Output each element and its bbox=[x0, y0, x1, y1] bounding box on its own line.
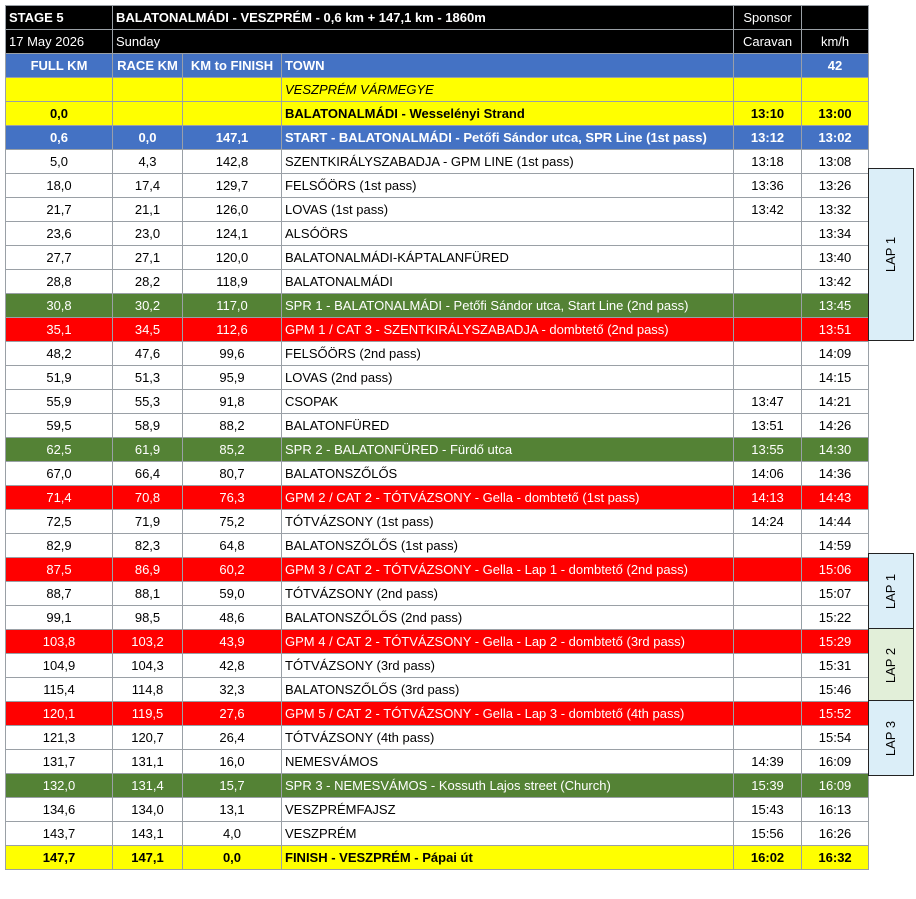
race-km-cell: 21,1 bbox=[113, 198, 183, 222]
caravan-time-cell: 13:42 bbox=[734, 198, 802, 222]
town-cell: ALSÓÖRS bbox=[282, 222, 734, 246]
itinerary-row bbox=[6, 150, 869, 174]
caravan-time-cell bbox=[734, 294, 802, 318]
lap-marker-label: LAP 3 bbox=[883, 720, 899, 756]
race-km-cell: 71,9 bbox=[113, 510, 183, 534]
itinerary-row bbox=[6, 414, 869, 438]
town-cell: SPR 3 - NEMESVÁMOS - Kossuth Lajos street (Church) bbox=[282, 774, 734, 798]
itinerary-row bbox=[6, 342, 869, 366]
itinerary-row bbox=[6, 678, 869, 702]
km-to-finish-cell: 88,2 bbox=[183, 414, 282, 438]
caravan-time-cell: 13:12 bbox=[734, 126, 802, 150]
lap-marker-label: LAP 1 bbox=[883, 573, 899, 610]
race-time-cell: 14:15 bbox=[802, 366, 869, 390]
full-km-cell: 51,9 bbox=[6, 366, 113, 390]
km-to-finish-cell: 64,8 bbox=[183, 534, 282, 558]
race-km-cell: 131,4 bbox=[113, 774, 183, 798]
itinerary-row bbox=[6, 534, 869, 558]
town-cell: START - BALATONALMÁDI - Petőfi Sándor utca, SPR Line (1st pass) bbox=[282, 126, 734, 150]
race-km-cell: 34,5 bbox=[113, 318, 183, 342]
km-to-finish-cell: 59,0 bbox=[183, 582, 282, 606]
town-cell: BALATONALMÁDI-KÁPTALANFÜRED bbox=[282, 246, 734, 270]
town-cell: BALATONSZŐLŐS (2nd pass) bbox=[282, 606, 734, 630]
km-to-finish-cell: 26,4 bbox=[183, 726, 282, 750]
race-km-cell: 119,5 bbox=[113, 702, 183, 726]
caravan-time-cell bbox=[734, 246, 802, 270]
full-km-cell: 27,7 bbox=[6, 246, 113, 270]
itinerary-body bbox=[6, 6, 869, 870]
caravan-time-cell: 15:39 bbox=[734, 774, 802, 798]
caravan-time-cell bbox=[734, 654, 802, 678]
caravan-time-cell: 13:36 bbox=[734, 174, 802, 198]
race-km-cell: 4,3 bbox=[113, 150, 183, 174]
race-time-cell: 13:08 bbox=[802, 150, 869, 174]
race-time-cell: 14:30 bbox=[802, 438, 869, 462]
itinerary-row bbox=[6, 222, 869, 246]
town-cell: NEMESVÁMOS bbox=[282, 750, 734, 774]
race-time-cell: 16:32 bbox=[802, 846, 869, 870]
itinerary-row bbox=[6, 126, 869, 150]
town-cell: CSOPAK bbox=[282, 390, 734, 414]
caravan-time-cell bbox=[734, 678, 802, 702]
race-km-cell: 104,3 bbox=[113, 654, 183, 678]
itinerary-table bbox=[5, 5, 869, 870]
itinerary-row bbox=[6, 606, 869, 630]
town-cell: FELSŐÖRS (2nd pass) bbox=[282, 342, 734, 366]
town-cell: TÓTVÁZSONY (4th pass) bbox=[282, 726, 734, 750]
town-cell: BALATONALMÁDI bbox=[282, 270, 734, 294]
full-km-cell: 59,5 bbox=[6, 414, 113, 438]
race-time-cell: 15:07 bbox=[802, 582, 869, 606]
col-town: TOWN bbox=[282, 54, 734, 78]
col-speed: 42 bbox=[802, 54, 869, 78]
km-to-finish-cell: 32,3 bbox=[183, 678, 282, 702]
full-km-cell: 55,9 bbox=[6, 390, 113, 414]
race-time-cell: 16:13 bbox=[802, 798, 869, 822]
full-km-cell: 132,0 bbox=[6, 774, 113, 798]
km-to-finish-cell: 142,8 bbox=[183, 150, 282, 174]
race-km-cell: 17,4 bbox=[113, 174, 183, 198]
town-cell: BALATONSZŐLŐS (3rd pass) bbox=[282, 678, 734, 702]
race-km-cell: 58,9 bbox=[113, 414, 183, 438]
race-time-cell: 13:32 bbox=[802, 198, 869, 222]
town-cell: BALATONSZŐLŐS bbox=[282, 462, 734, 486]
full-km-cell bbox=[6, 78, 113, 102]
stage-label: STAGE 5 bbox=[6, 6, 113, 30]
race-km-cell: 98,5 bbox=[113, 606, 183, 630]
full-km-cell: 0,6 bbox=[6, 126, 113, 150]
km-to-finish-cell: 48,6 bbox=[183, 606, 282, 630]
race-time-cell: 14:36 bbox=[802, 462, 869, 486]
race-km-cell: 82,3 bbox=[113, 534, 183, 558]
race-time-cell: 14:09 bbox=[802, 342, 869, 366]
sponsor-label: Sponsor bbox=[734, 6, 802, 30]
km-to-finish-cell: 75,2 bbox=[183, 510, 282, 534]
town-cell: LOVAS (2nd pass) bbox=[282, 366, 734, 390]
km-to-finish-cell: 120,0 bbox=[183, 246, 282, 270]
town-cell: GPM 5 / CAT 2 - TÓTVÁZSONY - Gella - Lap 3 - dombtető (4th pass) bbox=[282, 702, 734, 726]
itinerary-row bbox=[6, 102, 869, 126]
race-km-cell: 70,8 bbox=[113, 486, 183, 510]
itinerary-row bbox=[6, 174, 869, 198]
race-time-cell: 15:31 bbox=[802, 654, 869, 678]
km-to-finish-cell: 129,7 bbox=[183, 174, 282, 198]
race-km-cell bbox=[113, 78, 183, 102]
town-cell: GPM 2 / CAT 2 - TÓTVÁZSONY - Gella - dombtető (1st pass) bbox=[282, 486, 734, 510]
caravan-time-cell bbox=[734, 366, 802, 390]
caravan-time-cell: 14:24 bbox=[734, 510, 802, 534]
kmh-label: km/h bbox=[802, 30, 869, 54]
race-time-cell: 13:26 bbox=[802, 174, 869, 198]
itinerary-row bbox=[6, 702, 869, 726]
town-cell: VESZPRÉM bbox=[282, 822, 734, 846]
col-full-km: FULL KM bbox=[6, 54, 113, 78]
itinerary-row bbox=[6, 366, 869, 390]
race-time-cell: 13:40 bbox=[802, 246, 869, 270]
km-to-finish-cell: 85,2 bbox=[183, 438, 282, 462]
full-km-cell: 67,0 bbox=[6, 462, 113, 486]
town-cell: GPM 1 / CAT 3 - SZENTKIRÁLYSZABADJA - dombtető (2nd pass) bbox=[282, 318, 734, 342]
itinerary-row bbox=[6, 246, 869, 270]
race-time-cell: 15:06 bbox=[802, 558, 869, 582]
itinerary-row bbox=[6, 750, 869, 774]
km-to-finish-cell: 42,8 bbox=[183, 654, 282, 678]
lap-marker-label: LAP 2 bbox=[883, 647, 899, 683]
km-to-finish-cell: 124,1 bbox=[183, 222, 282, 246]
race-km-cell: 30,2 bbox=[113, 294, 183, 318]
lap-marker-label: LAP 1 bbox=[883, 236, 899, 273]
full-km-cell: 62,5 bbox=[6, 438, 113, 462]
race-time-cell: 14:59 bbox=[802, 534, 869, 558]
itinerary-row bbox=[6, 654, 869, 678]
race-time-cell: 13:42 bbox=[802, 270, 869, 294]
full-km-cell: 120,1 bbox=[6, 702, 113, 726]
town-cell: SPR 1 - BALATONALMÁDI - Petőfi Sándor utca, Start Line (2nd pass) bbox=[282, 294, 734, 318]
itinerary-row bbox=[6, 774, 869, 798]
km-to-finish-cell: 43,9 bbox=[183, 630, 282, 654]
km-to-finish-cell: 15,7 bbox=[183, 774, 282, 798]
town-cell: TÓTVÁZSONY (2nd pass) bbox=[282, 582, 734, 606]
race-km-cell: 28,2 bbox=[113, 270, 183, 294]
full-km-cell: 28,8 bbox=[6, 270, 113, 294]
caravan-time-cell bbox=[734, 222, 802, 246]
town-cell: SPR 2 - BALATONFÜRED - Fürdő utca bbox=[282, 438, 734, 462]
caravan-time-cell: 13:10 bbox=[734, 102, 802, 126]
race-km-cell: 120,7 bbox=[113, 726, 183, 750]
town-cell: TÓTVÁZSONY (3rd pass) bbox=[282, 654, 734, 678]
race-time-cell: 13:00 bbox=[802, 102, 869, 126]
race-km-cell: 103,2 bbox=[113, 630, 183, 654]
caravan-time-cell: 15:43 bbox=[734, 798, 802, 822]
full-km-cell: 99,1 bbox=[6, 606, 113, 630]
full-km-cell: 82,9 bbox=[6, 534, 113, 558]
itinerary-row bbox=[6, 438, 869, 462]
lap-marker-2 bbox=[868, 553, 914, 630]
race-time-cell: 14:26 bbox=[802, 414, 869, 438]
town-cell: BALATONFÜRED bbox=[282, 414, 734, 438]
race-km-cell: 66,4 bbox=[113, 462, 183, 486]
km-to-finish-cell: 117,0 bbox=[183, 294, 282, 318]
full-km-cell: 131,7 bbox=[6, 750, 113, 774]
race-km-cell: 86,9 bbox=[113, 558, 183, 582]
km-to-finish-cell bbox=[183, 78, 282, 102]
full-km-cell: 104,9 bbox=[6, 654, 113, 678]
km-to-finish-cell: 13,1 bbox=[183, 798, 282, 822]
race-time-cell: 15:52 bbox=[802, 702, 869, 726]
km-to-finish-cell: 147,1 bbox=[183, 126, 282, 150]
km-to-finish-cell bbox=[183, 102, 282, 126]
full-km-cell: 134,6 bbox=[6, 798, 113, 822]
town-cell: VESZPRÉMFAJSZ bbox=[282, 798, 734, 822]
caravan-time-cell bbox=[734, 558, 802, 582]
caravan-time-cell bbox=[734, 78, 802, 102]
km-to-finish-cell: 95,9 bbox=[183, 366, 282, 390]
race-km-cell: 134,0 bbox=[113, 798, 183, 822]
town-cell: VESZPRÉM VÁRMEGYE bbox=[282, 78, 734, 102]
full-km-cell: 35,1 bbox=[6, 318, 113, 342]
itinerary-row bbox=[6, 630, 869, 654]
full-km-cell: 5,0 bbox=[6, 150, 113, 174]
km-to-finish-cell: 118,9 bbox=[183, 270, 282, 294]
town-cell: FINISH - VESZPRÉM - Pápai út bbox=[282, 846, 734, 870]
km-to-finish-cell: 99,6 bbox=[183, 342, 282, 366]
full-km-cell: 143,7 bbox=[6, 822, 113, 846]
full-km-cell: 21,7 bbox=[6, 198, 113, 222]
itinerary-row bbox=[6, 198, 869, 222]
caravan-time-cell: 15:56 bbox=[734, 822, 802, 846]
race-km-cell: 23,0 bbox=[113, 222, 183, 246]
race-km-cell: 143,1 bbox=[113, 822, 183, 846]
full-km-cell: 88,7 bbox=[6, 582, 113, 606]
race-km-cell: 114,8 bbox=[113, 678, 183, 702]
caravan-time-cell: 13:51 bbox=[734, 414, 802, 438]
km-to-finish-cell: 27,6 bbox=[183, 702, 282, 726]
town-cell: TÓTVÁZSONY (1st pass) bbox=[282, 510, 734, 534]
town-cell: FELSŐÖRS (1st pass) bbox=[282, 174, 734, 198]
itinerary-row bbox=[6, 822, 869, 846]
caravan-time-cell bbox=[734, 702, 802, 726]
town-cell: BALATONSZŐLŐS (1st pass) bbox=[282, 534, 734, 558]
full-km-cell: 71,4 bbox=[6, 486, 113, 510]
header-row-2 bbox=[6, 30, 869, 54]
race-km-cell bbox=[113, 102, 183, 126]
itinerary-row bbox=[6, 486, 869, 510]
caravan-time-cell bbox=[734, 270, 802, 294]
caravan-time-cell: 14:06 bbox=[734, 462, 802, 486]
km-to-finish-cell: 112,6 bbox=[183, 318, 282, 342]
race-time-cell bbox=[802, 78, 869, 102]
race-km-cell: 131,1 bbox=[113, 750, 183, 774]
town-cell: BALATONALMÁDI - Wesselényi Strand bbox=[282, 102, 734, 126]
col-km-to-finish: KM to FINISH bbox=[183, 54, 282, 78]
race-time-cell: 15:29 bbox=[802, 630, 869, 654]
race-km-cell: 147,1 bbox=[113, 846, 183, 870]
full-km-cell: 87,5 bbox=[6, 558, 113, 582]
itinerary-row bbox=[6, 462, 869, 486]
km-to-finish-cell: 60,2 bbox=[183, 558, 282, 582]
itinerary-row bbox=[6, 78, 869, 102]
caravan-time-cell bbox=[734, 630, 802, 654]
itinerary-row bbox=[6, 510, 869, 534]
itinerary-row bbox=[6, 318, 869, 342]
race-km-cell: 0,0 bbox=[113, 126, 183, 150]
km-to-finish-cell: 76,3 bbox=[183, 486, 282, 510]
full-km-cell: 23,6 bbox=[6, 222, 113, 246]
km-to-finish-cell: 126,0 bbox=[183, 198, 282, 222]
race-time-cell: 13:34 bbox=[802, 222, 869, 246]
town-cell: GPM 3 / CAT 2 - TÓTVÁZSONY - Gella - Lap 1 - dombtető (2nd pass) bbox=[282, 558, 734, 582]
race-weekday: Sunday bbox=[113, 30, 734, 54]
caravan-time-cell: 14:13 bbox=[734, 486, 802, 510]
itinerary-row bbox=[6, 582, 869, 606]
race-km-cell: 55,3 bbox=[113, 390, 183, 414]
race-time-cell: 16:09 bbox=[802, 774, 869, 798]
lap-marker-3 bbox=[868, 628, 914, 702]
caravan-time-cell: 13:18 bbox=[734, 150, 802, 174]
caravan-time-cell bbox=[734, 318, 802, 342]
town-cell: SZENTKIRÁLYSZABADJA - GPM LINE (1st pass) bbox=[282, 150, 734, 174]
caravan-time-cell bbox=[734, 606, 802, 630]
full-km-cell: 48,2 bbox=[6, 342, 113, 366]
caravan-time-cell: 13:47 bbox=[734, 390, 802, 414]
full-km-cell: 0,0 bbox=[6, 102, 113, 126]
header-row-1 bbox=[6, 6, 869, 30]
race-time-cell: 15:54 bbox=[802, 726, 869, 750]
km-to-finish-cell: 16,0 bbox=[183, 750, 282, 774]
lap-marker-4 bbox=[868, 700, 914, 776]
race-date: 17 May 2026 bbox=[6, 30, 113, 54]
race-time-cell: 13:45 bbox=[802, 294, 869, 318]
race-km-cell: 61,9 bbox=[113, 438, 183, 462]
column-header-row bbox=[6, 54, 869, 78]
caravan-time-cell bbox=[734, 534, 802, 558]
caravan-time-cell: 14:39 bbox=[734, 750, 802, 774]
race-km-cell: 27,1 bbox=[113, 246, 183, 270]
race-km-cell: 88,1 bbox=[113, 582, 183, 606]
race-time-cell: 14:44 bbox=[802, 510, 869, 534]
itinerary-row bbox=[6, 846, 869, 870]
caravan-label: Caravan bbox=[734, 30, 802, 54]
itinerary-row bbox=[6, 270, 869, 294]
itinerary-row bbox=[6, 390, 869, 414]
itinerary-row bbox=[6, 798, 869, 822]
caravan-time-cell: 16:02 bbox=[734, 846, 802, 870]
km-to-finish-cell: 80,7 bbox=[183, 462, 282, 486]
race-time-cell: 16:26 bbox=[802, 822, 869, 846]
race-km-cell: 51,3 bbox=[113, 366, 183, 390]
caravan-time-cell bbox=[734, 582, 802, 606]
caravan-time-cell bbox=[734, 726, 802, 750]
full-km-cell: 103,8 bbox=[6, 630, 113, 654]
full-km-cell: 115,4 bbox=[6, 678, 113, 702]
full-km-cell: 121,3 bbox=[6, 726, 113, 750]
full-km-cell: 72,5 bbox=[6, 510, 113, 534]
full-km-cell: 18,0 bbox=[6, 174, 113, 198]
full-km-cell: 30,8 bbox=[6, 294, 113, 318]
lap-marker-1 bbox=[868, 168, 914, 341]
itinerary-row bbox=[6, 726, 869, 750]
itinerary-row bbox=[6, 558, 869, 582]
race-time-cell: 13:02 bbox=[802, 126, 869, 150]
km-to-finish-cell: 0,0 bbox=[183, 846, 282, 870]
race-time-cell: 15:46 bbox=[802, 678, 869, 702]
km-to-finish-cell: 91,8 bbox=[183, 390, 282, 414]
race-time-cell: 16:09 bbox=[802, 750, 869, 774]
race-time-cell: 14:21 bbox=[802, 390, 869, 414]
col-race-km: RACE KM bbox=[113, 54, 183, 78]
route-title: BALATONALMÁDI - VESZPRÉM - 0,6 km + 147,1 km - 1860m bbox=[113, 6, 734, 30]
km-to-finish-cell: 4,0 bbox=[183, 822, 282, 846]
race-time-cell: 15:22 bbox=[802, 606, 869, 630]
caravan-time-cell: 13:55 bbox=[734, 438, 802, 462]
itinerary-row bbox=[6, 294, 869, 318]
town-cell: LOVAS (1st pass) bbox=[282, 198, 734, 222]
race-time-cell: 14:43 bbox=[802, 486, 869, 510]
full-km-cell: 147,7 bbox=[6, 846, 113, 870]
caravan-time-cell bbox=[734, 342, 802, 366]
race-time-cell: 13:51 bbox=[802, 318, 869, 342]
town-cell: GPM 4 / CAT 2 - TÓTVÁZSONY - Gella - Lap 2 - dombtető (3rd pass) bbox=[282, 630, 734, 654]
race-km-cell: 47,6 bbox=[113, 342, 183, 366]
